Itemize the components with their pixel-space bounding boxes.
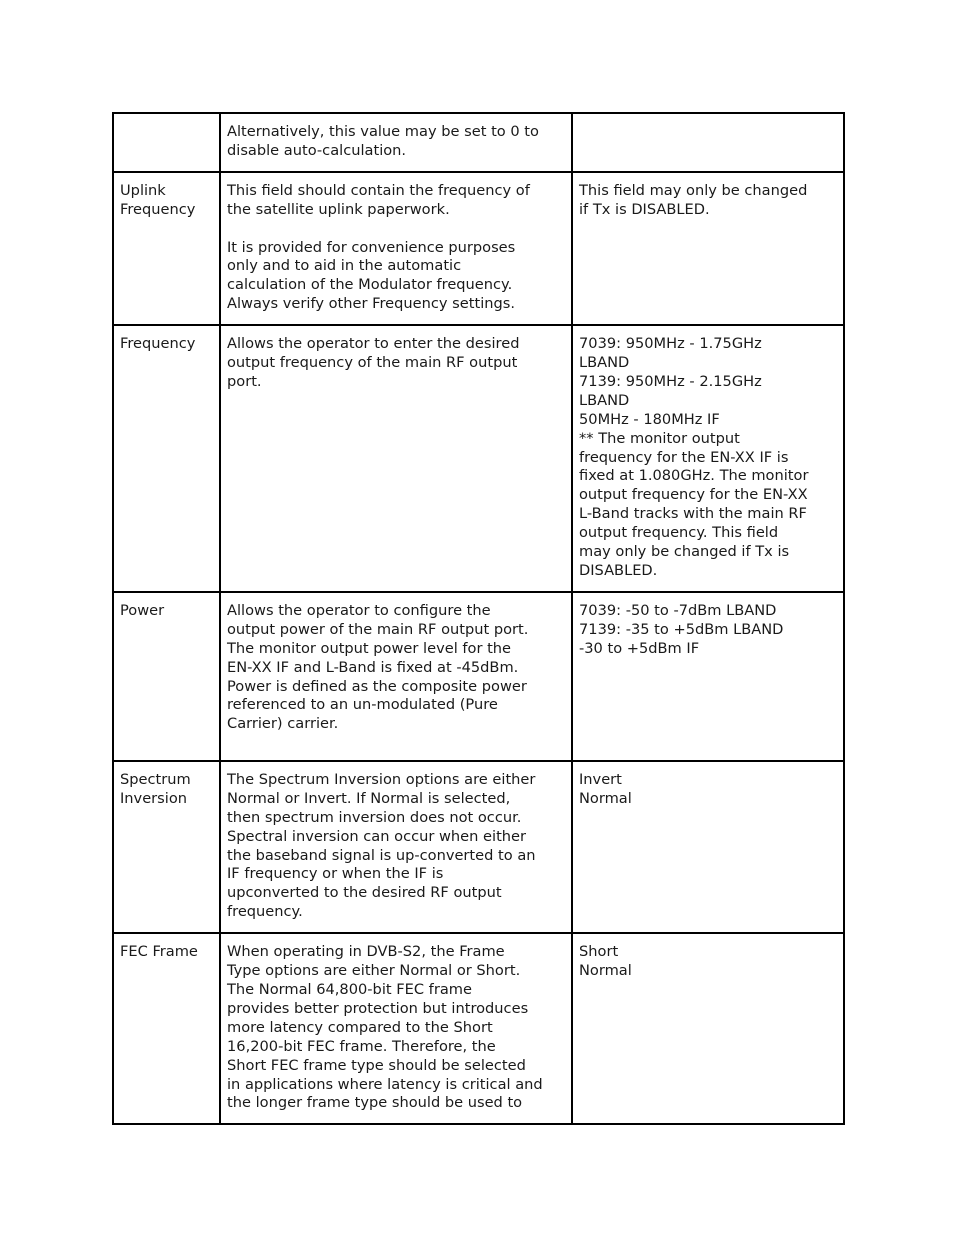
value-line: ** The monitor output — [579, 429, 740, 447]
parameter-description-cell — [220, 113, 572, 172]
description-line: EN-XX IF and L-Band is fixed at -45dBm. — [227, 658, 519, 676]
table-row — [113, 592, 844, 761]
parameter-name-cell — [113, 172, 220, 325]
value-line: Normal — [579, 789, 632, 807]
value-line: L-Band tracks with the main RF — [579, 505, 807, 523]
parameter-name-line: FEC Frame — [120, 943, 198, 961]
description-line: Carrier) carrier. — [227, 715, 339, 733]
parameter-name-cell — [113, 761, 220, 933]
parameter-name-line: Spectrum — [120, 770, 191, 788]
parameter-name-cell — [113, 592, 220, 761]
parameter-name-cell — [113, 933, 220, 1124]
description-line: disable auto-calculation. — [227, 141, 407, 159]
value-line: may only be changed if Tx is — [579, 543, 790, 561]
value-line: LBAND — [579, 391, 630, 409]
value-line: Short — [579, 943, 619, 961]
table-row — [113, 933, 844, 1124]
parameter-name-line: Power — [120, 601, 165, 619]
table-row — [113, 325, 844, 592]
description-line: Allows the operator to configure the — [227, 601, 491, 619]
value-line: 7139: 950MHz - 2.15GHz — [579, 372, 762, 390]
description-line: When operating in DVB-S2, the Frame — [227, 943, 505, 961]
parameter-description-cell — [220, 172, 572, 325]
value-line: 50MHz - 180MHz IF — [579, 410, 720, 428]
description-line: only and to aid in the automatic — [227, 257, 462, 275]
parameter-values-cell — [572, 761, 844, 933]
description-line: port. — [227, 372, 262, 390]
description-line: upconverted to the desired RF output — [227, 884, 502, 902]
value-line: 7139: -35 to +5dBm LBAND — [579, 620, 784, 638]
value-line: 7039: 950MHz - 1.75GHz — [579, 335, 762, 353]
description-line: Alternatively, this value may be set to 0 to — [227, 123, 539, 140]
description-line: Normal or Invert. If Normal is selected, — [227, 789, 511, 807]
description-line: referenced to an un-modulated (Pure — [227, 696, 498, 714]
value-line: 7039: -50 to -7dBm LBAND — [579, 601, 777, 619]
description-line: in applications where latency is critical and — [227, 1075, 543, 1093]
parameter-description-cell — [220, 761, 572, 933]
table-row — [113, 113, 844, 172]
description-line: Allows the operator to enter the desired — [227, 335, 520, 353]
description-line: more latency compared to the Short — [227, 1018, 493, 1036]
parameter-values-cell — [572, 933, 844, 1124]
description-line: This field should contain the frequency of — [227, 181, 530, 199]
parameter-description-cell — [220, 325, 572, 592]
value-line: fixed at 1.080GHz. The monitor — [579, 467, 809, 485]
description-line: the longer frame type should be used to — [227, 1094, 523, 1112]
value-line: if Tx is DISABLED. — [579, 200, 710, 218]
value-line: Invert — [579, 770, 622, 788]
description-line: Power is defined as the composite power — [227, 677, 527, 695]
parameter-values-cell — [572, 113, 844, 172]
parameter-name-line: Inversion — [120, 789, 188, 807]
description-line: Type options are either Normal or Short. — [227, 962, 521, 980]
description-line: calculation of the Modulator frequency. — [227, 276, 513, 294]
description-line: output power of the main RF output port. — [227, 620, 529, 638]
parameter-name-line: Uplink — [120, 181, 166, 199]
value-line: frequency for the EN-XX IF is — [579, 448, 789, 466]
description-line: the satellite uplink paperwork. — [227, 200, 450, 218]
description-line: frequency. — [227, 903, 303, 921]
description-line: It is provided for convenience purposes — [227, 238, 516, 256]
description-line: then spectrum inversion does not occur. — [227, 808, 522, 826]
parameter-values-cell — [572, 592, 844, 761]
parameter-values-cell — [572, 172, 844, 325]
value-line: This field may only be changed — [579, 181, 808, 199]
value-line: DISABLED. — [579, 562, 658, 580]
value-line: Normal — [579, 962, 632, 980]
description-line: Always verify other Frequency settings. — [227, 295, 516, 313]
parameter-name-cell — [113, 113, 220, 172]
parameter-table-body — [113, 113, 844, 1124]
description-line: The monitor output power level for the — [227, 639, 512, 657]
parameter-name-line: Frequency — [120, 200, 196, 218]
description-line: the baseband signal is up-converted to an — [227, 846, 536, 864]
value-line: LBAND — [579, 354, 630, 372]
parameter-description-cell — [220, 933, 572, 1124]
description-line: IF frequency or when the IF is — [227, 865, 444, 883]
parameter-description-cell — [220, 592, 572, 761]
description-line: output frequency of the main RF output — [227, 354, 518, 372]
value-line: output frequency. This field — [579, 524, 779, 542]
description-line: The Spectrum Inversion options are either — [227, 770, 536, 788]
parameter-name-cell — [113, 325, 220, 592]
description-line: Short FEC frame type should be selected — [227, 1056, 526, 1074]
table-row — [113, 761, 844, 933]
description-line: provides better protection but introduces — [227, 999, 529, 1017]
table-row — [113, 172, 844, 325]
parameter-table — [112, 112, 845, 1125]
parameter-values-cell — [572, 325, 844, 592]
parameter-name-line: Frequency — [120, 335, 196, 353]
value-line: -30 to +5dBm IF — [579, 639, 700, 657]
description-line: Spectral inversion can occur when either — [227, 827, 527, 845]
description-line: 16,200-bit FEC frame. Therefore, the — [227, 1037, 496, 1055]
value-line: output frequency for the EN-XX — [579, 486, 808, 504]
description-line: The Normal 64,800-bit FEC frame — [227, 980, 472, 998]
